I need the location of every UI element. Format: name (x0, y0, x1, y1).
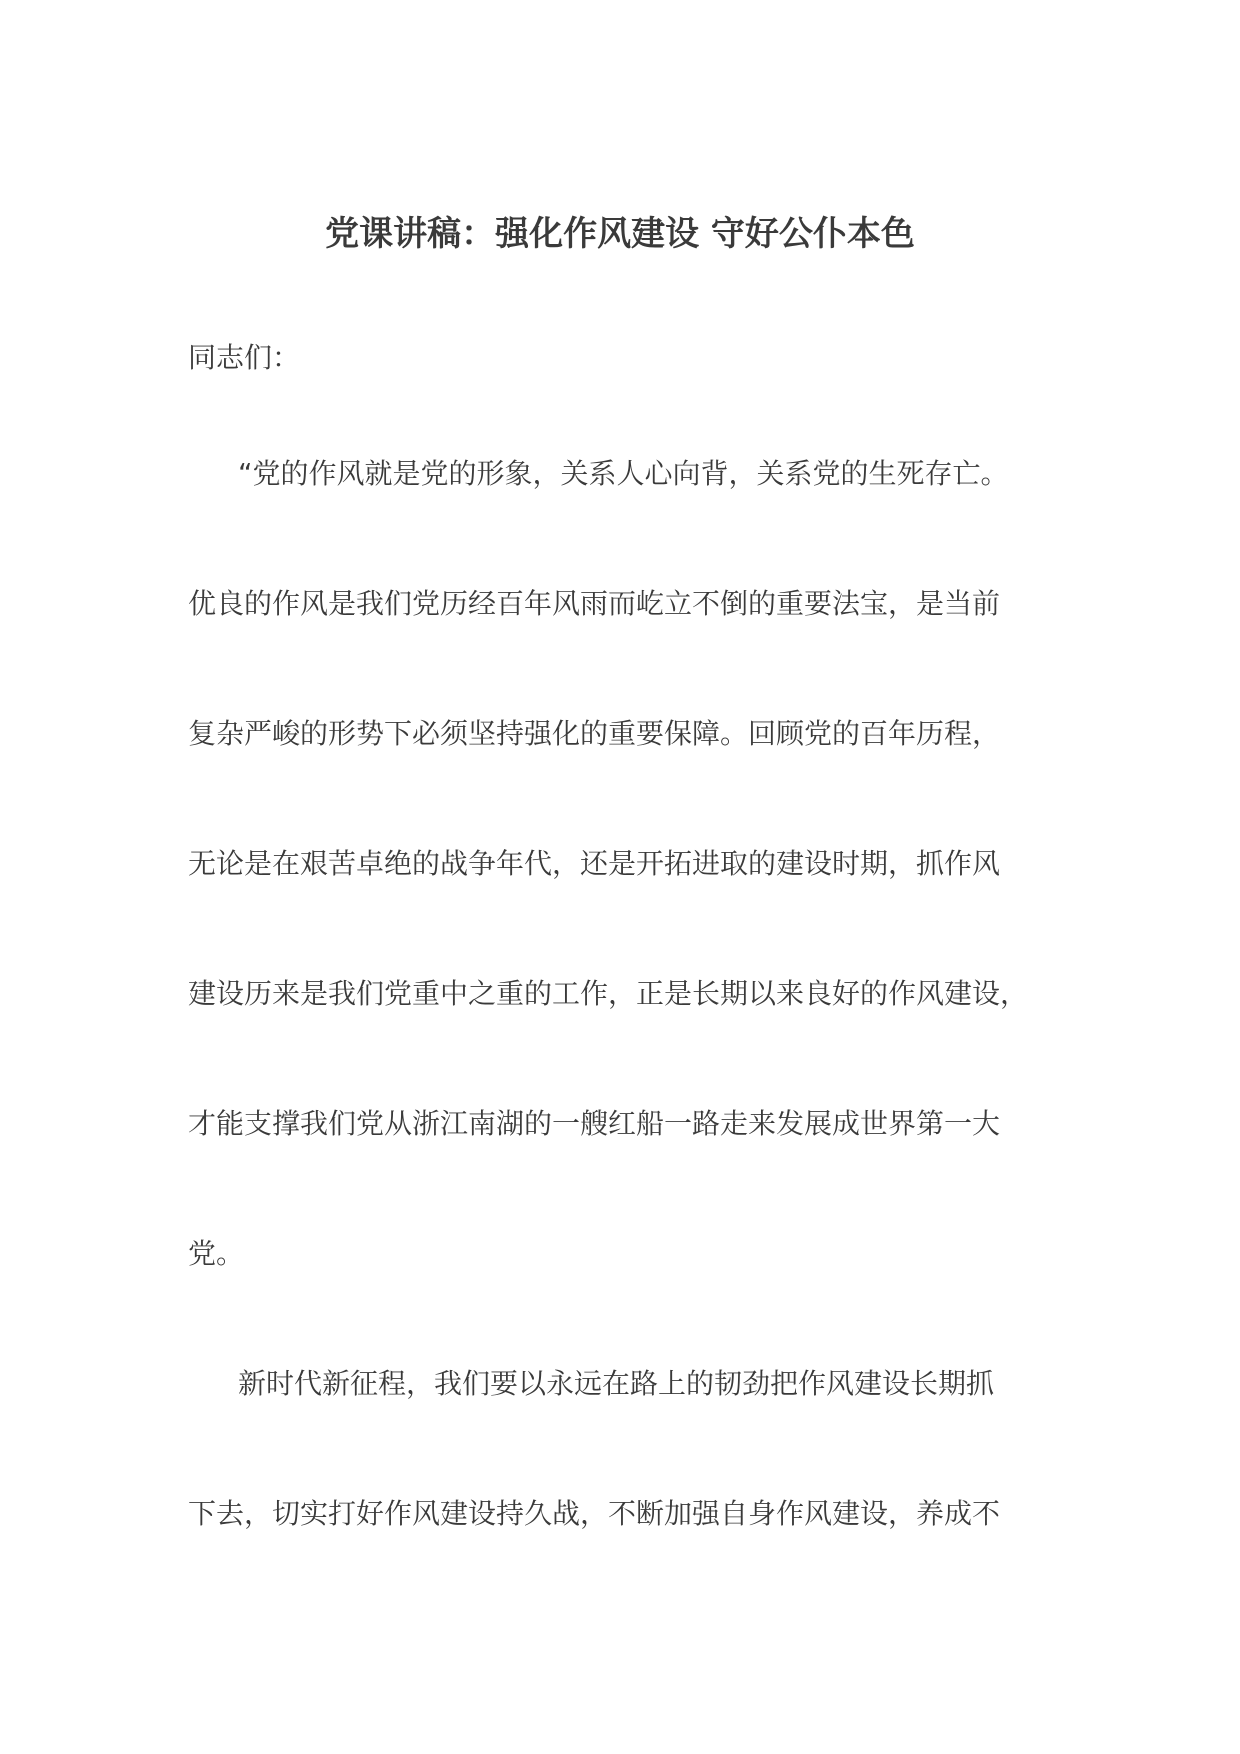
paragraph-line: 建设历来是我们党重中之重的工作，正是长期以来良好的作风建设， (188, 977, 1029, 1010)
paragraph-line: 无论是在艰苦卓绝的战争年代，还是开拓进取的建设时期，抓作风 (188, 847, 1001, 880)
paragraph-line: 下去，切实打好作风建设持久战，不断加强自身作风建设，养成不 (188, 1497, 1001, 1530)
paragraph-line: 复杂严峻的形势下必须坚持强化的重要保障。回顾党的百年历程， (188, 717, 1001, 750)
paragraph-line: 党。 (188, 1237, 245, 1270)
document-title: 党课讲稿：强化作风建设 守好公仆本色 (325, 214, 915, 254)
paragraph-line: 新时代新征程，我们要以永远在路上的韧劲把作风建设长期抓 (238, 1367, 995, 1400)
paragraph-line: “党的作风就是党的形象，关系人心向背，关系党的生死存亡。 (238, 457, 1009, 490)
paragraph-line: 优良的作风是我们党历经百年风雨而屹立不倒的重要法宝，是当前 (188, 587, 1001, 620)
paragraph-line: 才能支撑我们党从浙江南湖的一艘红船一路走来发展成世界第一大 (188, 1107, 1001, 1140)
greeting-text: 同志们： (188, 341, 301, 374)
